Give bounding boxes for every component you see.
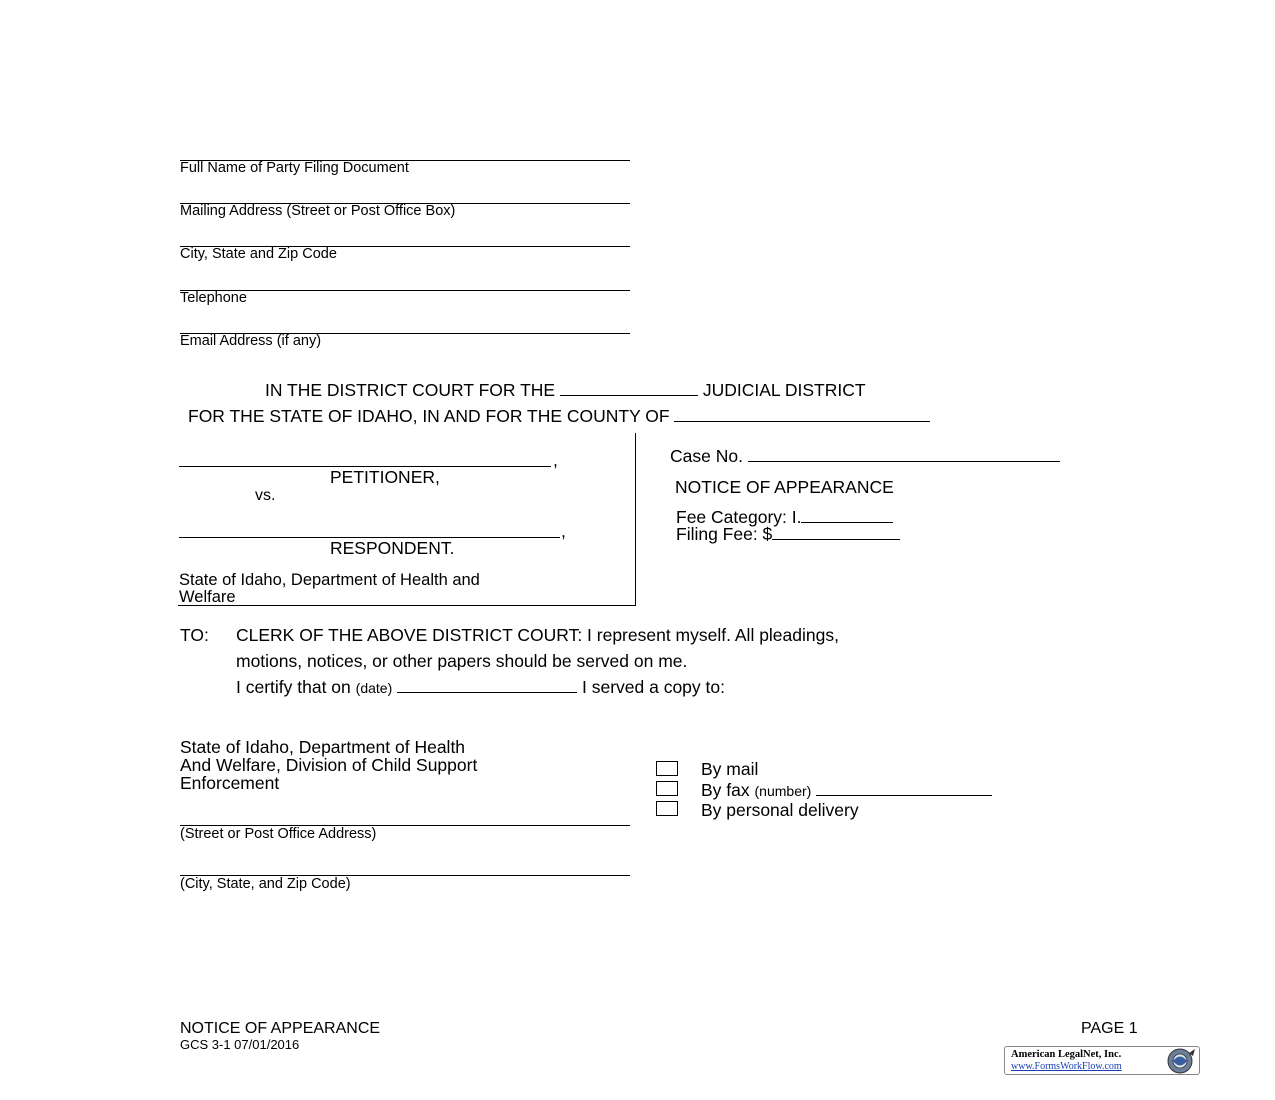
filing-fee-row: [676, 525, 900, 543]
agency-line2: Welfare: [179, 588, 236, 606]
by-fax-label: By fax: [701, 780, 750, 800]
case-no-blank[interactable]: [748, 447, 1060, 462]
court-heading-line2: [188, 406, 930, 426]
recipient-city-label: (City, State, and Zip Code): [180, 876, 351, 892]
recipient-line1: State of Idaho, Department of Health: [180, 737, 466, 757]
county-blank[interactable]: [674, 407, 930, 422]
to-label: TO:: [180, 625, 209, 645]
filing-fee-label: Filing Fee: $: [676, 524, 773, 544]
email-label: Email Address (if any): [180, 333, 322, 349]
by-fax-checkbox[interactable]: [656, 781, 678, 796]
respondent-comma: ,: [561, 521, 566, 541]
document-title: NOTICE OF APPEARANCE: [675, 477, 894, 497]
body-line2: motions, notices, or other papers should be served on me.: [236, 651, 688, 671]
by-fax-row: [701, 780, 992, 801]
certify-row: [236, 677, 725, 698]
body-line1: CLERK OF THE ABOVE DISTRICT COURT: I represent myself. All pleadings,: [236, 625, 839, 645]
case-no-label: Case No.: [670, 446, 743, 466]
fax-number-blank[interactable]: [816, 781, 992, 796]
petitioner-comma: ,: [553, 450, 558, 470]
petitioner-label: PETITIONER,: [330, 467, 440, 487]
filing-fee-blank[interactable]: [772, 525, 900, 540]
mailing-address-label: Mailing Address (Street or Post Office Box): [180, 203, 456, 219]
vs-label: vs.: [255, 487, 276, 504]
vendor-badge[interactable]: [1004, 1046, 1200, 1075]
recipient-street-label: (Street or Post Office Address): [180, 826, 377, 842]
case-no-row: [670, 446, 1060, 466]
agency-line1: State of Idaho, Department of Health and: [179, 571, 480, 589]
vendor-name: American LegalNet, Inc.: [1011, 1049, 1122, 1060]
court-heading-line1-start: IN THE DISTRICT COURT FOR THE: [265, 380, 556, 400]
globe-logo-icon: [1162, 1047, 1198, 1075]
court-heading-line1: [265, 380, 866, 400]
vendor-url[interactable]: www.FormsWorkFlow.com: [1011, 1061, 1122, 1072]
footer-form-code: GCS 3-1 07/01/2016: [180, 1037, 300, 1052]
footer-page-label: PAGE 1: [1081, 1020, 1138, 1037]
by-mail-checkbox[interactable]: [656, 761, 678, 776]
certify-text-end: I served a copy to:: [581, 677, 725, 697]
court-heading-line1-end: JUDICIAL DISTRICT: [702, 380, 866, 400]
recipient-line3: Enforcement: [180, 773, 280, 793]
telephone-line[interactable]: [180, 290, 630, 291]
court-heading-line2-text: FOR THE STATE OF IDAHO, IN AND FOR THE COUNTY OF: [188, 406, 670, 426]
by-mail-label: By mail: [701, 759, 759, 779]
judicial-district-blank[interactable]: [560, 381, 698, 396]
fax-number-hint: (number): [754, 783, 812, 799]
full-name-label: Full Name of Party Filing Document: [180, 160, 409, 176]
fee-category-blank[interactable]: [801, 508, 893, 523]
certify-date-hint: (date): [355, 680, 393, 696]
certify-date-blank[interactable]: [397, 678, 577, 693]
recipient-line2: And Welfare, Division of Child Support: [180, 755, 478, 775]
city-state-zip-label: City, State and Zip Code: [180, 246, 337, 262]
caption-divider-vertical: [635, 433, 636, 606]
caption-divider-bottom: [178, 605, 636, 606]
by-personal-checkbox[interactable]: [656, 801, 678, 816]
certify-text-start: I certify that on: [236, 677, 351, 697]
footer-title: NOTICE OF APPEARANCE: [180, 1020, 381, 1037]
by-personal-label: By personal delivery: [701, 800, 859, 820]
fee-category-label: Fee Category: I.: [676, 507, 802, 527]
telephone-label: Telephone: [180, 290, 247, 306]
respondent-label: RESPONDENT.: [330, 538, 455, 558]
